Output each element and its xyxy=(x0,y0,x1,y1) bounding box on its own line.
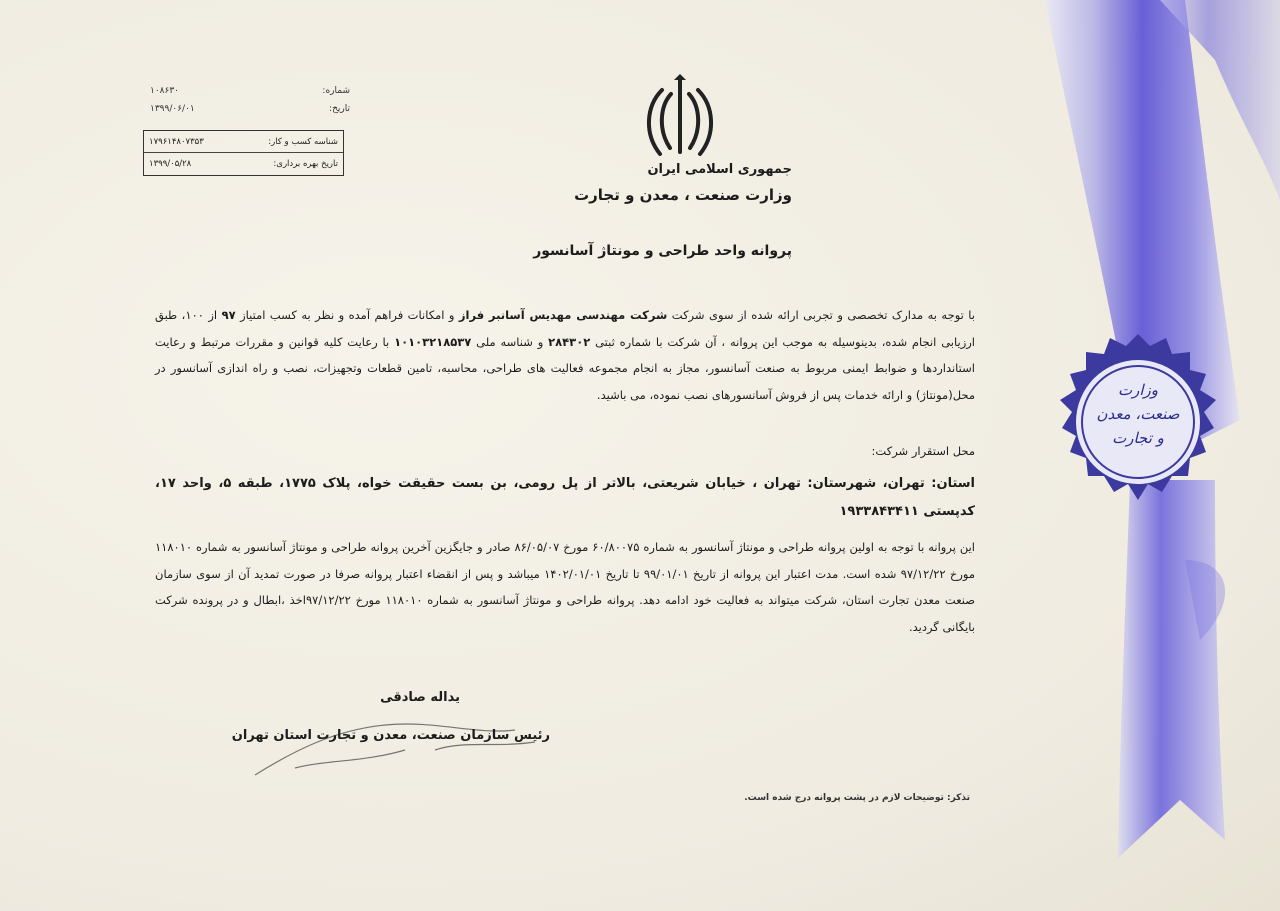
company-name: شرکت مهندسی مهدیس آسانبر فراز xyxy=(458,308,668,322)
p1-part-e: با رعایت کلیه قوانین و مقررات مرتبط و رعایت استانداردها و ضوابط ایمنی مربوط به صنعت آسانسور، مجاز به انجام مجموعه فعالیت های طراحی، محاسبه، تامین قطعات وتجهیزات، نصب و راه اندازی آسانسور در محل(مونتاژ) و ارائه خدمات پس از فروش آسانسورهای نصب نموده، می باشید. xyxy=(155,334,975,402)
business-id-row xyxy=(144,131,343,153)
company-address: استان: تهران، شهرستان: تهران ، خیابان شریعتی، بالاتر از پل رومی، بن بست حقیقت خواه، پلاک ۱۷۷۵، طبقه ۵، واحد ۱۷، کدپستی ۱۹۳۳۸۴۳۴۱۱ xyxy=(155,476,976,519)
location-label: محل استقرار شرکت: xyxy=(871,444,975,458)
business-info-box xyxy=(143,130,344,176)
national-id: ۱۰۱۰۳۲۱۸۵۳۷ xyxy=(394,334,472,349)
footer-note: تذکر: توضیحات لازم در پشت پروانه درج شده است. xyxy=(744,793,970,803)
license-title: پروانه واحد طراحی و مونتاژ آسانسور xyxy=(533,243,792,259)
business-id-label: شناسه کسب و کار: xyxy=(268,136,338,147)
seal-line-2: صنعت، معدن xyxy=(1096,405,1180,423)
p1-part-b: و امکانات فراهم آمده و نظر به کسب امتیاز xyxy=(235,308,459,322)
date-label: تاریخ: xyxy=(329,104,350,114)
seal-line-1: وزارت xyxy=(1117,381,1159,399)
score-value: ۹۷ xyxy=(221,308,236,322)
ministry-title: وزارت صنعت ، معدن و تجارت xyxy=(574,186,792,204)
license-paragraph-1 xyxy=(155,302,975,408)
date-row xyxy=(150,100,350,118)
license-paragraph-2: این پروانه با توجه به اولین پروانه طراحی و مونتاژ آسانسور به شماره ۶۰/۸۰۰۷۵ مورخ ۸۶/۰۵/۰۷ صادر و جایگزین آخرین پروانه طراحی و مونتاژ آسانسور به شماره ۱۱۸۰۱۰ مورخ ۹۷/۱۲/۲۲ شده است. مدت اعتبار این پروانه از تاریخ ۹۹/۰۱/۰۱ تا تاریخ ۱۴۰۲/۰۱/۰۱ میباشد و پس از انقضاء اعتبار پروانه صرفا در صورت تمدید آن از سوی سازمان صنعت معدن تجارت استان، شرکت میتواند به فعالیت خود ادامه دهد. پروانه طراحی و مونتاژ آسانسور به شماره ۱۱۸۰۱۰ مورخ ۹۷/۱۲/۲۲اخذ ،ابطال و در پرونده شرکت بایگانی گردید. xyxy=(155,540,976,634)
letter-meta xyxy=(150,82,350,118)
p1-part-d: و شناسه ملی xyxy=(471,334,549,349)
registration-number: ۲۸۴۳۰۲ xyxy=(548,334,591,349)
iran-emblem-icon xyxy=(640,72,720,162)
number-value: ۱۰۸۶۳۰ xyxy=(150,86,180,96)
republic-title: جمهوری اسلامی ایران xyxy=(647,162,792,177)
operation-date-row xyxy=(144,153,343,174)
signer-name: یداله صادقی xyxy=(380,690,460,705)
signer-title: رئیس سازمان صنعت، معدن و تجارت استان تهران xyxy=(231,728,550,743)
operation-date-value: ۱۳۹۹/۰۵/۲۸ xyxy=(149,158,192,169)
number-label: شماره: xyxy=(322,86,350,96)
operation-date-label: تاریخ بهره برداری: xyxy=(273,158,338,169)
p1-part-c: از ۱۰۰، طبق ارزیابی انجام شده، بدینوسیله به موجب این پروانه ، آن شرکت با شماره ثبتی xyxy=(155,308,975,349)
seal-line-3: و تجارت xyxy=(1112,429,1164,447)
date-value: ۱۳۹۹/۰۶/۰۱ xyxy=(150,104,195,114)
p1-part-a: با توجه به مدارک تخصصی و تجربی ارائه شده از سوی شرکت xyxy=(667,308,976,322)
seal-text xyxy=(1078,378,1198,450)
number-row xyxy=(150,82,350,100)
business-id-value: ۱۷۹۶۱۴۸۰۷۳۵۳ xyxy=(149,136,204,147)
